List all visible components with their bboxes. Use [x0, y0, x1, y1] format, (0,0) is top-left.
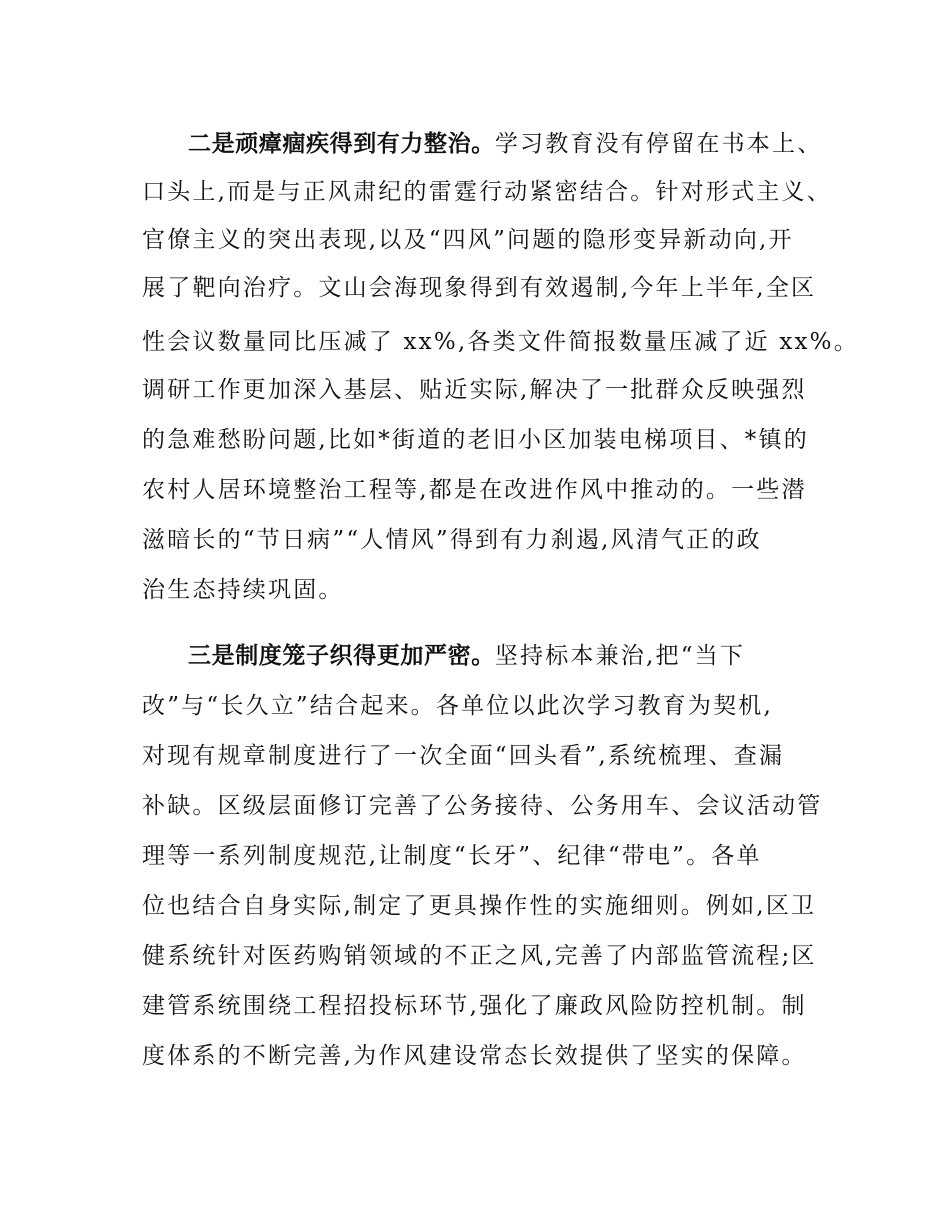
paragraph-line: 性会议数量同比压减了 xx%,各类文件简报数量压减了近 xx%。 — [142, 329, 859, 355]
paragraph-line — [188, 129, 822, 159]
paragraph-line: 建管系统围绕工程招投标环节,强化了廉政风险防控机制。制 — [142, 993, 807, 1019]
paragraph-line: 度体系的不断完善,为作风建设常态长效提供了坚实的保障。 — [142, 1043, 807, 1069]
paragraph-text: 坚持标本兼治,把“当下 — [494, 643, 746, 669]
paragraph-line: 的急难愁盼问题,比如*街道的老旧小区加装电梯项目、*镇的 — [142, 427, 809, 453]
paragraph-text: 学习教育没有停留在书本上、 — [494, 131, 823, 157]
paragraph-line: 调研工作更加深入基层、贴近实际,解决了一批群众反映强烈 — [142, 377, 807, 403]
paragraph-line: 健系统针对医药购销领域的不正之风,完善了内部监管流程;区 — [142, 943, 817, 969]
paragraph-line: 口头上,而是与正风肃纪的雷霆行动紧密结合。针对形式主义、 — [142, 179, 832, 205]
paragraph-line: 展了靶向治疗。文山会海现象得到有效遏制,今年上半年,全区 — [142, 275, 817, 301]
paragraph-line: 滋暗长的“节日病”“人情风”得到有力刹遏,风清气正的政 — [142, 527, 762, 553]
paragraph-heading: 二是顽瘴痼疾得到有力整治。 — [188, 131, 495, 157]
paragraph-line — [188, 641, 745, 671]
paragraph-line: 位也结合自身实际,制定了更具操作性的实施细则。例如,区卫 — [142, 893, 817, 919]
paragraph-line: 对现有规章制度进行了一次全面“回头看”,系统梳理、查漏 — [142, 743, 785, 769]
paragraph-line: 理等一系列制度规范,让制度“长牙”、纪律“带电”。各单 — [142, 843, 762, 869]
paragraph-line: 官僚主义的突出表现,以及“四风”问题的隐形变异新动向,开 — [142, 227, 794, 253]
paragraph-line: 改”与“长久立”结合起来。各单位以此次学习教育为契机, — [142, 693, 773, 719]
paragraph-heading: 三是制度笼子织得更加严密。 — [188, 643, 495, 669]
paragraph-line: 农村人居环境整治工程等,都是在改进作风中推动的。一些潜 — [142, 477, 807, 503]
paragraph-line: 补缺。区级层面修订完善了公务接待、公务用车、会议活动管 — [142, 793, 823, 819]
paragraph-line: 治生态持续巩固。 — [142, 577, 344, 603]
